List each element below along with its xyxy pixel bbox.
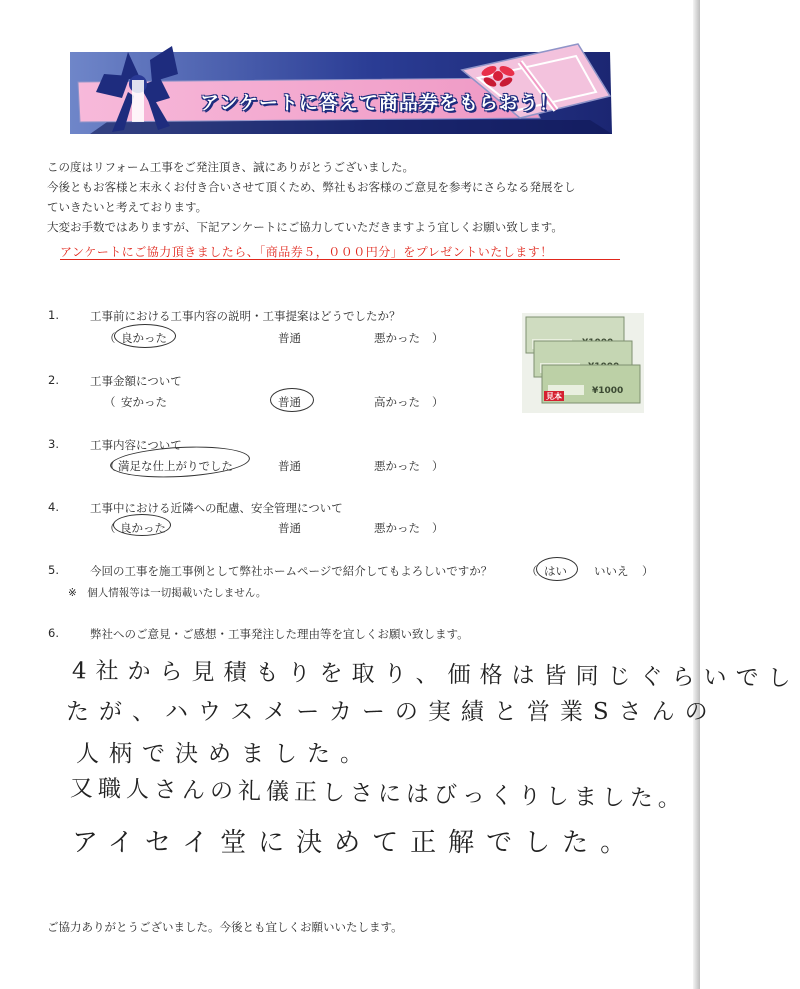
question-number: 4.: [48, 500, 59, 514]
option-normal[interactable]: 普通: [278, 331, 301, 345]
option-expensive[interactable]: 高かった: [374, 395, 420, 409]
gift-voucher-image: [522, 313, 644, 413]
handwritten-line: 人柄で決めました。: [76, 741, 373, 767]
paren-open: （: [104, 395, 116, 409]
option-normal[interactable]: 普通: [278, 395, 301, 409]
question-number: 1.: [48, 308, 59, 322]
question-number: 2.: [48, 373, 59, 387]
banner-graphic: [0, 0, 700, 150]
option-good[interactable]: 良かった: [120, 521, 166, 535]
option-no[interactable]: いいえ: [594, 564, 629, 578]
option-yes[interactable]: はい: [544, 564, 567, 578]
intro-line: 大変お手数ではありますが、下記アンケートにご協力していただきますよう宜しくお願い致します。: [47, 220, 563, 234]
intro-line: 今後ともお客様と末永くお付き合いさせて頂くため、弊社もお客様のご意見を参考にさらなる発展をし: [47, 180, 576, 194]
question-3-text: 工事内容について: [90, 438, 182, 452]
question-1-text: 工事前における工事内容の説明・工事提案はどうでしたか？: [90, 309, 401, 323]
paren-open: （: [104, 331, 116, 345]
paren-close: ）: [432, 395, 444, 409]
handwritten-line: たが、ハウスメーカーの実績と営業Sさんの: [66, 699, 718, 725]
option-normal[interactable]: 普通: [278, 459, 301, 473]
closing-text: ご協力ありがとうございました。今後とも宜しくお願いいたします。: [47, 920, 403, 934]
paren-open: （: [104, 459, 116, 473]
option-bad[interactable]: 悪かった: [374, 331, 420, 345]
question-5-text: 今回の工事を施工事例として弊社ホームページで紹介してもよろしいですか？: [90, 564, 493, 578]
banner: [0, 0, 700, 150]
question-6-text: 弊社へのご意見・ご感想・工事発注した理由等を宜しくお願い致します。: [90, 627, 469, 641]
handwritten-line: 4社から見積もりを取り、価格は皆同じぐらいでし: [71, 658, 800, 692]
paren-close: ）: [432, 459, 444, 473]
paren-close: ）: [642, 564, 654, 578]
option-bad[interactable]: 悪かった: [374, 521, 420, 535]
option-normal[interactable]: 普通: [278, 521, 301, 535]
intro-line: この度はリフォーム工事をご発注頂き、誠にありがとうございました。: [47, 160, 414, 174]
privacy-note: ※ 個人情報等は一切掲載いたしません。: [68, 587, 267, 599]
voucher-amount: ¥1000: [592, 386, 624, 396]
handwritten-line: アイセイ堂に決めて正解でした。: [72, 828, 639, 858]
question-number: 5.: [48, 563, 59, 577]
intro-text: [47, 157, 657, 237]
question-number: 6.: [48, 626, 59, 640]
option-good[interactable]: 良かった: [121, 331, 167, 345]
question-number: 3.: [48, 437, 59, 451]
paren-close: ）: [432, 331, 444, 345]
promo-text: アンケートにご協力頂きましたら、「商品券５，０００円分」をプレゼントいたします！: [60, 245, 553, 259]
voucher-stamp: 見本: [546, 392, 562, 401]
banner-title: アンケートに答えて商品券をもらおう！: [200, 92, 559, 114]
intro-line: ていきたいと考えております。: [47, 200, 208, 214]
question-2-text: 工事金額について: [90, 374, 182, 388]
question-4-text: 工事中における近隣への配慮、安全管理について: [90, 501, 343, 515]
paren-open: （: [104, 521, 116, 535]
option-bad[interactable]: 悪かった: [374, 459, 420, 473]
handwritten-line: 又職人さんの礼儀正しさにはびっくりしました。: [69, 775, 687, 813]
option-satisfied[interactable]: 満足な仕上がりでした: [118, 459, 233, 473]
paren-close: ）: [432, 521, 444, 535]
promo-underline: [60, 259, 620, 260]
option-cheap[interactable]: 安かった: [121, 395, 167, 409]
paren-open: （: [526, 564, 538, 578]
